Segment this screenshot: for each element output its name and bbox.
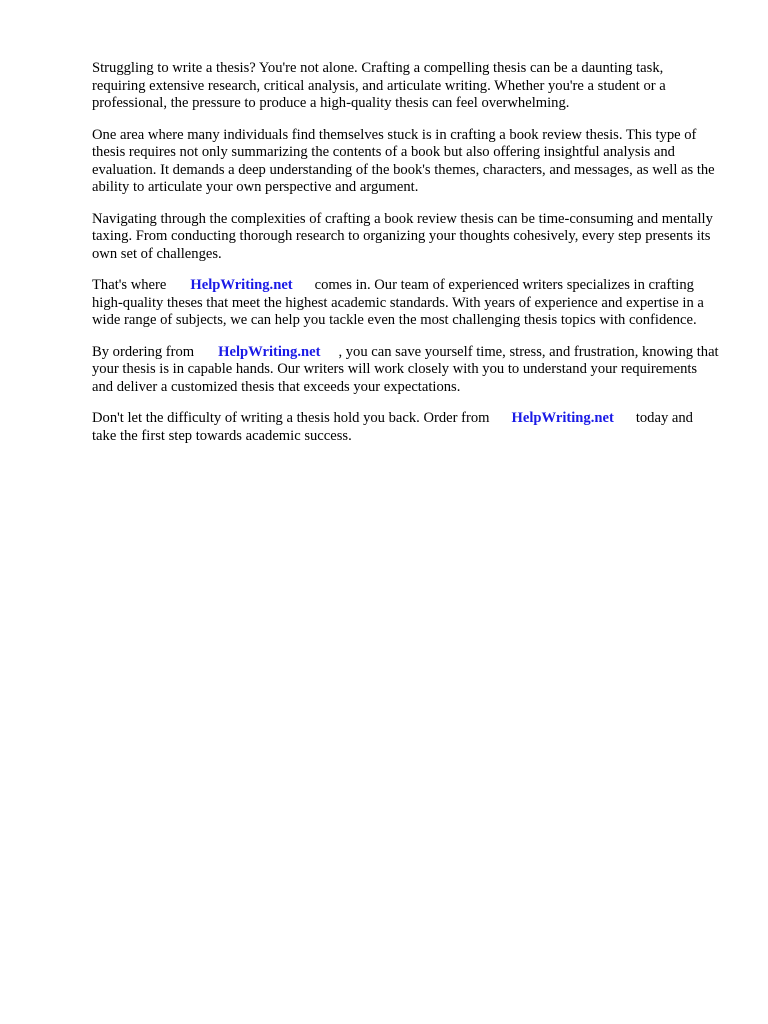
text-before-link: That's where (92, 277, 167, 293)
paragraph-ordering (92, 344, 720, 397)
paragraph-thats-where (92, 277, 720, 330)
paragraph-intro: Struggling to write a thesis? You're not alone. Crafting a compelling thesis can be a daunting task, requiring extensive research, critical analysis, and articulate writing. Whether you're a student or a professional, the pressure to produce a high-quality thesis can feel overwhelming. (92, 60, 666, 111)
text-after-link: comes in. Our team of experienced writers specializes in crafting high-quality theses that meet the highest academic standards. With years of experience and expertise in a wide range of subjects, we can help you tackle even the most challenging thesis topics with confidence. (92, 277, 704, 328)
paragraph-call-to-action (92, 410, 720, 445)
helpwriting-link[interactable]: HelpWriting.net (511, 410, 614, 426)
text-before-link: By ordering from (92, 343, 195, 360)
text-before-link: Don't let the difficulty of writing a thesis hold you back. Order from (92, 410, 490, 426)
paragraph-book-review: One area where many individuals find themselves stuck is in crafting a book review thesis. This type of thesis requires not only summarizing the contents of a book but also offering insightful analysis and evaluation. It demands a deep understanding of the book's themes, characters, and messages, as well as the ability to articulate your own perspective and argument. (92, 126, 715, 195)
document-body (92, 60, 720, 459)
text-after-link: today and take the first step towards academic success. (92, 410, 693, 444)
paragraph-complexities: Navigating through the complexities of crafting a book review thesis can be time-consuming and mentally taxing. From conducting thorough research to organizing your thoughts cohesively, every step presents its own set of challenges. (92, 210, 713, 262)
helpwriting-link[interactable]: HelpWriting.net (190, 277, 293, 293)
text-after-link: , you can save yourself time, stress, and frustration, knowing that your thesis is in capable hands. Our writers will work closely with you to understand your requirements and deliver a customized thesis that exceeds your expectations. (92, 343, 719, 395)
helpwriting-link[interactable]: HelpWriting.net (218, 343, 321, 360)
